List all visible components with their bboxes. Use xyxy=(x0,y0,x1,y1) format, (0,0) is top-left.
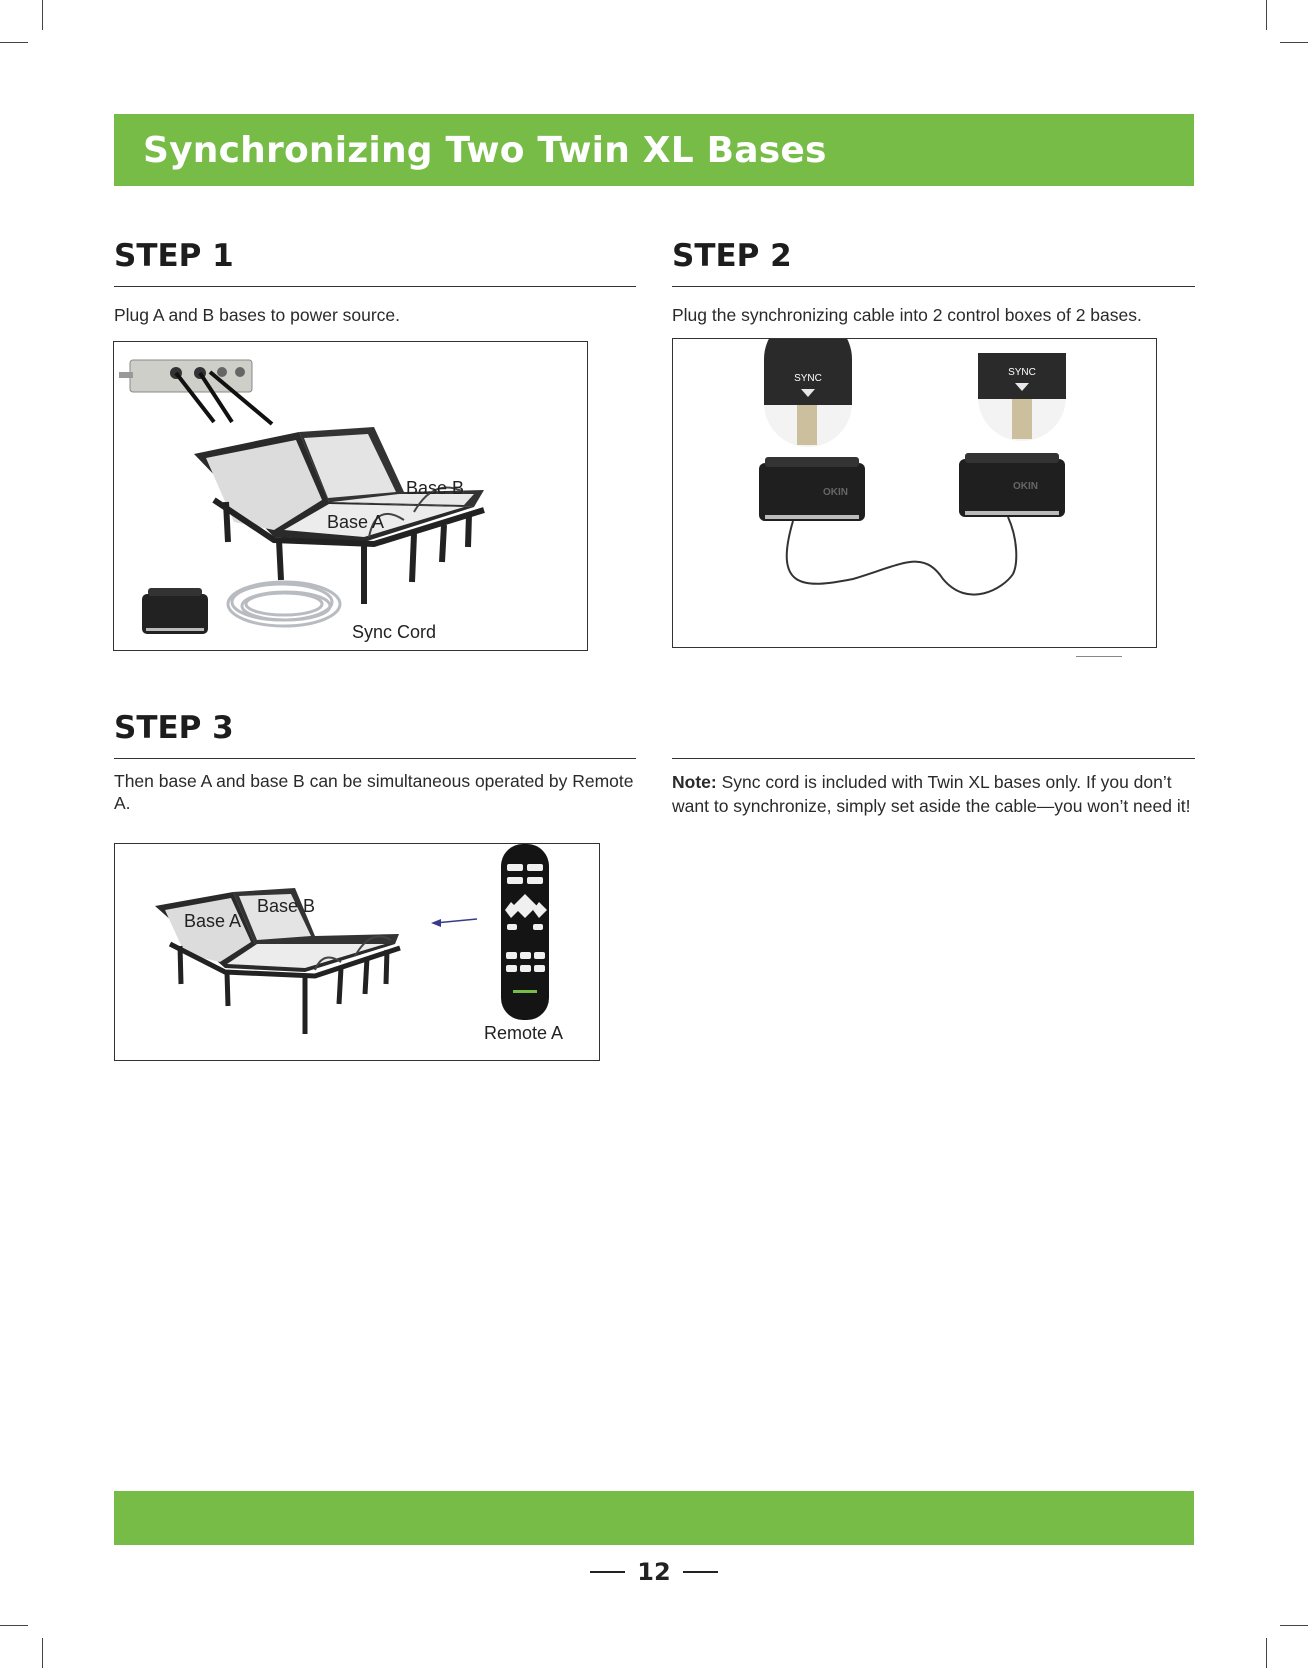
note-label: Note: xyxy=(672,772,717,792)
sync-port-zoom-right-icon xyxy=(978,353,1066,441)
crop-mark xyxy=(1280,1625,1308,1626)
dash-right xyxy=(683,1571,718,1573)
crop-mark xyxy=(42,0,43,30)
step2-illustration xyxy=(672,338,1157,648)
tiny-caption-line xyxy=(1076,656,1122,657)
arrow-left-icon xyxy=(431,919,477,927)
note-rule xyxy=(672,758,1195,759)
sync-cable-icon xyxy=(787,517,1017,595)
label-sync-cord: Sync Cord xyxy=(352,622,437,642)
step1-title: STEP 1 xyxy=(114,238,234,274)
step2-drawing xyxy=(673,339,1156,647)
step3-illustration xyxy=(114,843,600,1061)
label-base-a: Base A xyxy=(184,911,242,931)
crop-mark xyxy=(1266,0,1267,30)
step1-illustration xyxy=(113,341,588,651)
label-base-b: Base B xyxy=(257,896,316,916)
label-base-a: Base A xyxy=(327,512,385,532)
control-box-right-icon xyxy=(959,453,1065,517)
step3-rule xyxy=(114,758,636,759)
crop-mark xyxy=(42,1638,43,1668)
step3-drawing xyxy=(115,844,599,1060)
footer-band xyxy=(114,1491,1194,1545)
svg-text:OKIN: OKIN xyxy=(1013,481,1038,492)
dash-left xyxy=(590,1571,625,1573)
remote-control-icon xyxy=(501,844,549,1020)
crop-mark xyxy=(0,1625,28,1626)
note-block xyxy=(672,770,1192,818)
note-text: Sync cord is included with Twin XL bases only. If you don’t want to synchronize, simply set aside the cable—you won’t need it! xyxy=(672,772,1191,816)
page-number-text: 12 xyxy=(637,1558,671,1586)
sync-port-zoom-left-icon xyxy=(764,339,852,447)
crop-mark xyxy=(1266,1638,1267,1668)
step2-title: STEP 2 xyxy=(672,238,792,274)
crop-mark xyxy=(1280,42,1308,43)
step3-text: Then base A and base B can be simultaneous operated by Remote A. xyxy=(114,771,634,813)
control-box-icon xyxy=(142,588,208,634)
label-base-b: Base B xyxy=(406,478,465,498)
step1-rule xyxy=(114,286,636,287)
page-title: Synchronizing Two Twin XL Bases xyxy=(143,129,827,171)
power-strip-icon xyxy=(119,360,272,424)
step2-rule xyxy=(672,286,1195,287)
sync-label-right: SYNC xyxy=(1008,367,1036,378)
page-number xyxy=(590,1556,718,1588)
step1-text: Plug A and B bases to power source. xyxy=(114,305,401,325)
crop-mark xyxy=(0,42,28,43)
svg-text:OKIN: OKIN xyxy=(823,487,848,498)
sync-label-left: SYNC xyxy=(794,373,822,384)
header-band xyxy=(114,114,1194,186)
control-box-left-icon xyxy=(759,457,865,521)
step2-text: Plug the synchronizing cable into 2 control boxes of 2 bases. xyxy=(672,305,1142,325)
step1-drawing xyxy=(114,342,587,650)
label-remote-a: Remote A xyxy=(484,1023,564,1043)
sync-cord-icon xyxy=(228,582,340,626)
step3-title: STEP 3 xyxy=(114,710,234,746)
